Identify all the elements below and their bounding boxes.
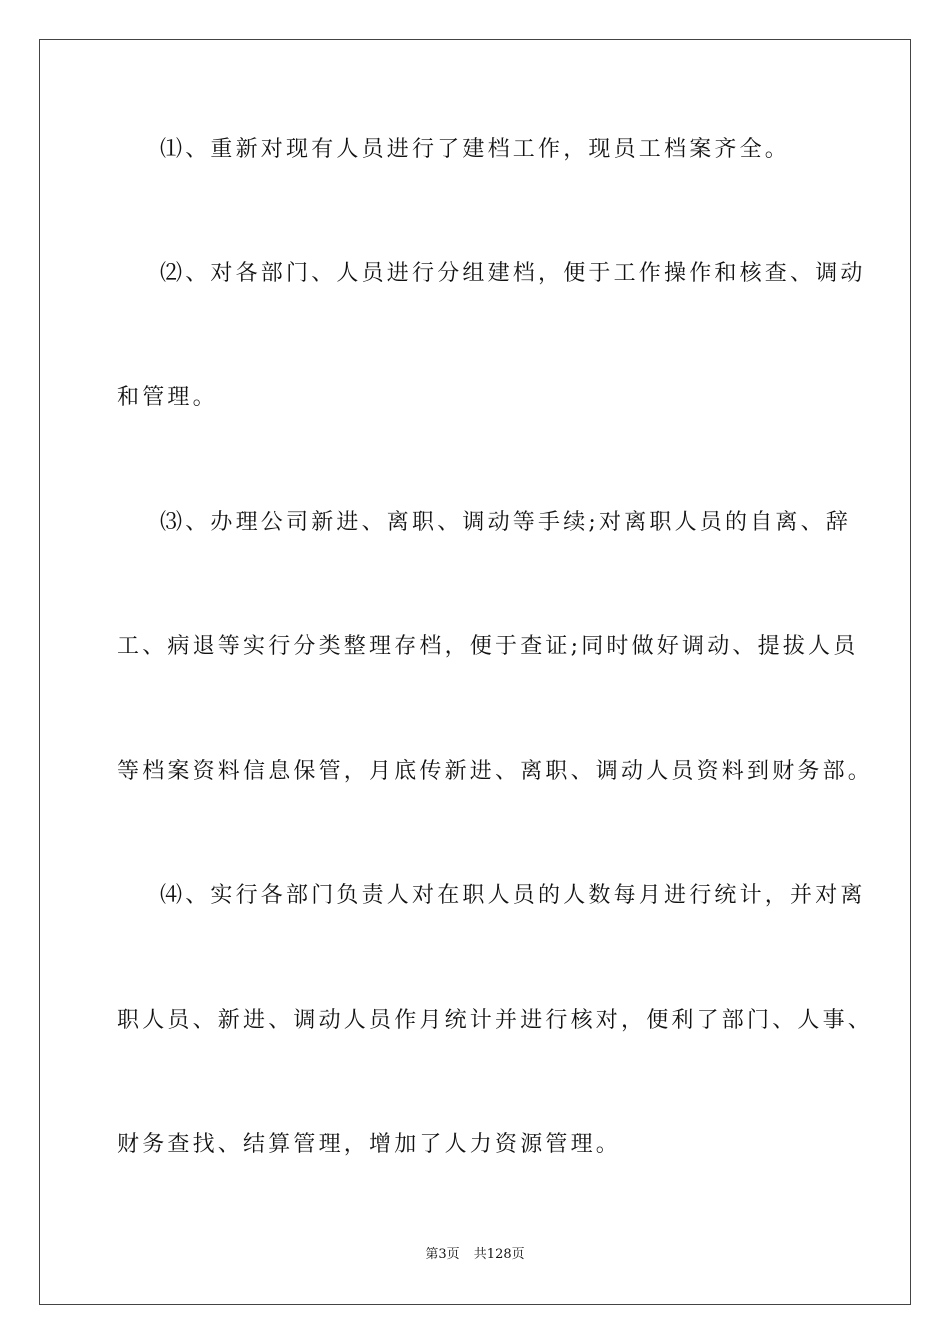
paragraph-2-line-1: ⑵、对各部门、人员进行分组建档，便于工作操作和核查、调动 (160, 261, 866, 286)
paragraph-3-line-1: ⑶、办理公司新进、离职、调动等手续;对离职人员的自离、辞 (160, 510, 852, 535)
paragraph-3-line-2: 工、病退等实行分类整理存档，便于查证;同时做好调动、提拔人员 (117, 634, 859, 659)
page-footer (0, 1246, 950, 1264)
paragraph-3-line-3: 等档案资料信息保管，月底传新进、离职、调动人员资料到财务部。 (117, 759, 874, 784)
paragraph-4-line-2: 职人员、新进、调动人员作月统计并进行核对，便利了部门、人事、 (117, 1008, 874, 1033)
paragraph-2-line-2: 和管理。 (117, 385, 218, 410)
page-border (39, 39, 911, 1305)
page-number-current: 第3页 (425, 1247, 460, 1262)
paragraph-4-line-1: ⑷、实行各部门负责人对在职人员的人数每月进行统计，并对离 (160, 883, 866, 908)
page-number-total: 共128页 (473, 1247, 525, 1262)
paragraph-4-line-3: 财务查找、结算管理，增加了人力资源管理。 (117, 1132, 622, 1157)
paragraph-1-line-1: ⑴、重新对现有人员进行了建档工作，现员工档案齐全。 (160, 137, 791, 162)
